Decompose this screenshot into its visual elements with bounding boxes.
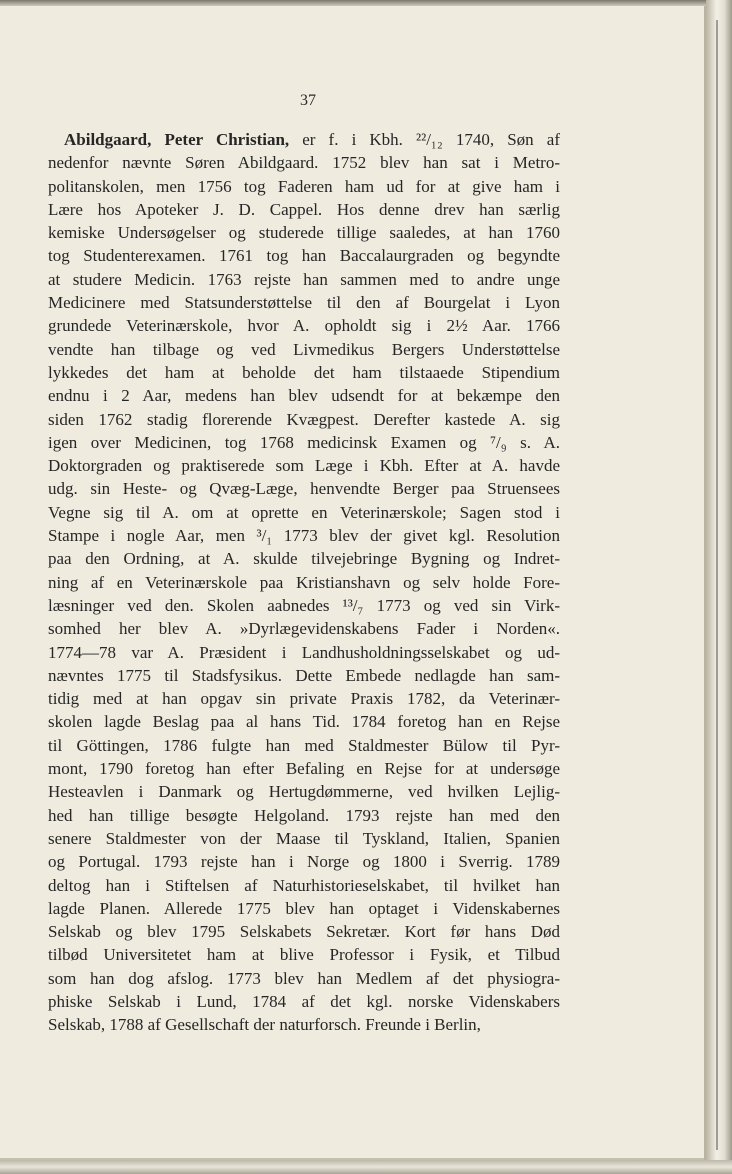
text-line: Lære hos Apoteker J. D. Cappel. Hos denne drev han særlig <box>48 199 560 219</box>
text-line: Stampe i nogle Aar, men ³/₁ 1773 blev der givet kgl. Resolution <box>48 526 560 546</box>
text-line: tidig med at han opgav sin private Praxis 1782, da Veterinær- <box>48 689 560 709</box>
text-line <box>48 128 560 151</box>
text-line: phiske Selskab i Lund, 1784 af det kgl. norske Videnskabers <box>48 991 560 1011</box>
text-line: tog Studenterexamen. 1761 tog han Baccalaurgraden og begyndte <box>48 246 560 266</box>
text-line: endnu i 2 Aar, medens han blev udsendt for at bekæmpe den <box>48 386 560 406</box>
fore-edge-shadow-line <box>716 20 718 1150</box>
text-line: som han dog afslog. 1773 blev han Medlem af det physiogra- <box>48 968 560 988</box>
entry-name: Abildgaard, Peter Christian, <box>64 130 290 149</box>
text-line: nedenfor nævnte Søren Abildgaard. 1752 blev han sat i Metro- <box>48 153 560 173</box>
text-line: mont, 1790 foretog han efter Befaling en Rejse for at undersøge <box>48 759 560 779</box>
text-line: lykkedes det ham at beholde det ham tilstaaede Stipendium <box>48 362 560 382</box>
text-line: kemiske Undersøgelser og studerede tillige saaledes, at han 1760 <box>48 223 560 243</box>
text-line: 1774—78 var A. Præsident i Landhusholdningsselskabet og ud- <box>48 642 560 662</box>
text-line: læsninger ved den. Skolen aabnedes ¹³/₇ 1773 og ved sin Virk- <box>48 595 560 615</box>
text-line: paa den Ordning, at A. skulde tilvejebringe Bygning og Indret- <box>48 549 560 569</box>
text-line: Selskab, 1788 af Gesellschaft der naturforsch. Freunde i Berlin, <box>48 1015 481 1035</box>
page-top-edge <box>0 0 706 6</box>
page-number: 37 <box>300 92 316 109</box>
text-line: lagde Planen. Allerede 1775 blev han optaget i Videnskabernes <box>48 898 560 918</box>
text-line: nævntes 1775 til Stadsfysikus. Dette Embede nedlagde han sam- <box>48 665 560 685</box>
text-line: udg. sin Heste- og Qvæg-Læge, henvendte Berger paa Struensees <box>48 479 560 499</box>
text-line: siden 1762 stadig florerende Kvægpest. Derefter kastede A. sig <box>48 409 560 429</box>
text-line: Medicinere med Statsunderstøttelse til den af Bourgelat i Lyon <box>48 293 560 313</box>
text-line: skolen lagde Beslag paa al hans Tid. 1784 foretog han en Rejse <box>48 712 560 732</box>
text-line: deltog han i Stiftelsen af Naturhistorieselskabet, til hvilket han <box>48 875 560 895</box>
text-line: at studere Medicin. 1763 rejste han sammen med to andre unge <box>48 269 560 289</box>
text-line: Selskab og blev 1795 Selskabets Sekretær. Kort før hans Død <box>48 922 560 942</box>
text-line: igen over Medicinen, tog 1768 medicinsk Examen og ⁷/₉ s. A. <box>48 432 560 452</box>
text-line: politanskolen, men 1756 tog Faderen ham ud for at give ham i <box>48 176 560 196</box>
text-line: tilbød Universitetet ham at blive Professor i Fysik, et Tilbud <box>48 945 560 965</box>
text-line: Vegne sig til A. om at oprette en Veterinærskole; Sagen stod i <box>48 502 560 522</box>
text-line-rest: er f. i Kbh. ²²/₁₂ 1740, Søn af <box>289 130 560 149</box>
text-line: vendte han tilbage og ved Livmedikus Bergers Understøttelse <box>48 339 560 359</box>
text-line: og Portugal. 1793 rejste han i Norge og 1800 i Sverrig. 1789 <box>48 852 560 872</box>
book-fore-edge <box>706 0 732 1174</box>
biography-entry <box>48 128 560 1037</box>
text-line: Hesteavlen i Danmark og Hertugdømmerne, ved hvilken Lejlig- <box>48 782 560 802</box>
text-line: senere Staldmester von der Maase til Tyskland, Italien, Spanien <box>48 828 560 848</box>
book-bottom-edge <box>0 1160 732 1174</box>
text-line: somhed her blev A. »Dyrlægevidenskabens Fader i Norden«. <box>48 619 560 639</box>
text-line: ning af en Veterinærskole paa Kristianshavn og selv holde Fore- <box>48 572 560 592</box>
text-line: grundede Veterinærskole, hvor A. opholdt sig i 2½ Aar. 1766 <box>48 316 560 336</box>
text-line: Doktorgraden og praktiserede som Læge i Kbh. Efter at A. havde <box>48 456 560 476</box>
text-line: hed han tillige besøgte Helgoland. 1793 rejste han med den <box>48 805 560 825</box>
text-line: til Göttingen, 1786 fulgte han med Staldmester Bülow til Pyr- <box>48 735 560 755</box>
